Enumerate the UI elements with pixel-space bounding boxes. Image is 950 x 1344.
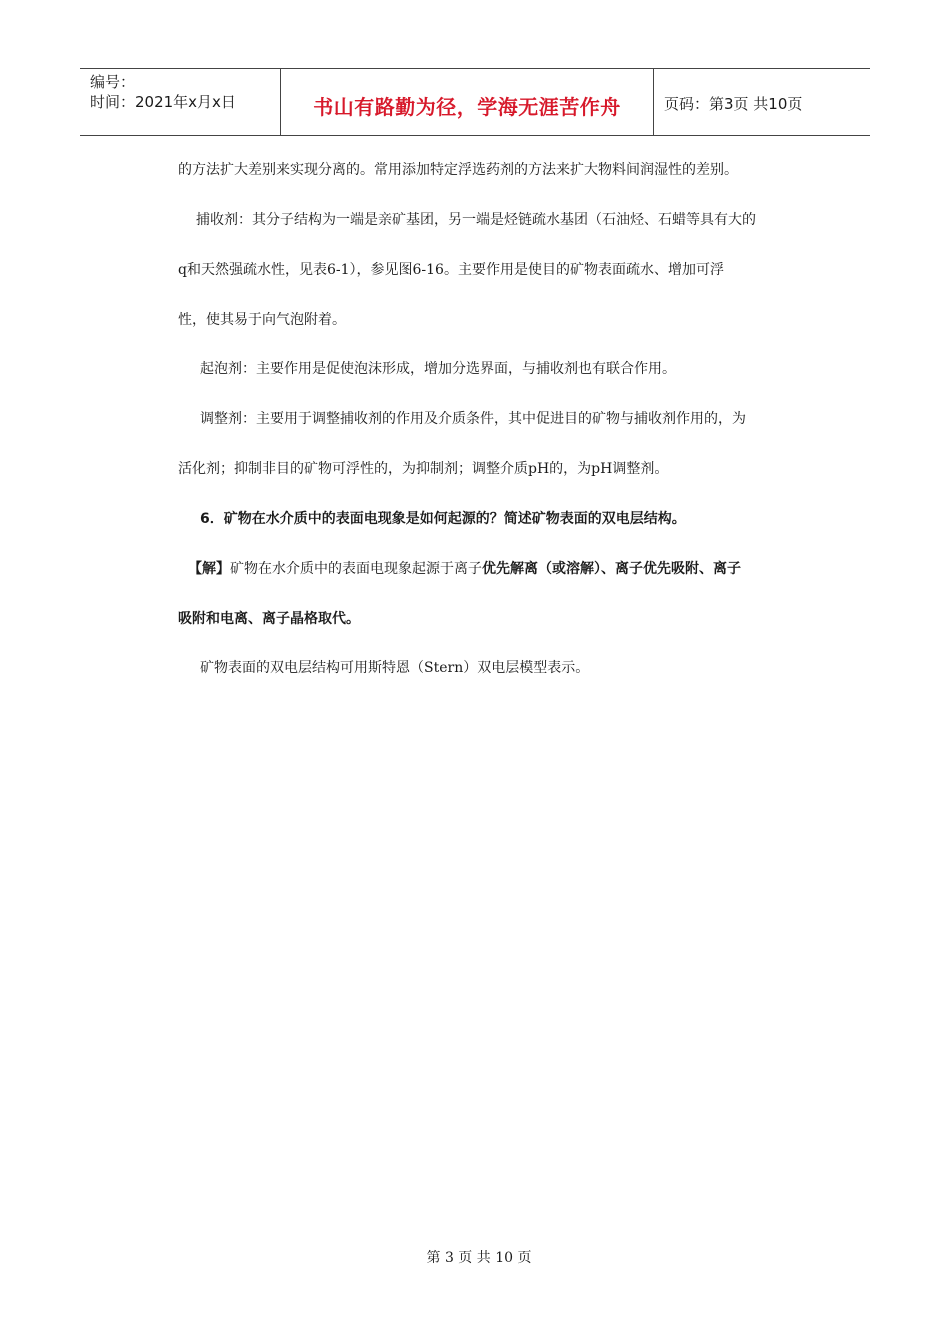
answer-bold: 优先解离（或溶解）、离子优先吸附、离子 — [482, 561, 741, 577]
header-motto: 书山有路勤为径，学海无涯苦作舟 — [313, 94, 621, 119]
paragraph-regulator: 调整剂：主要用于调整捕收剂的作用及介质条件，其中促进目的矿物与捕收剂作用的，为 — [200, 411, 746, 427]
paragraph-line-4: 性，使其易于向气泡附着。 — [178, 312, 346, 328]
number-label: 编号： — [90, 73, 136, 91]
paragraph-stern-model: 矿物表面的双电层结构可用斯特恩（Stern）双电层模型表示。 — [200, 660, 590, 676]
paragraph-line-3: q和天然强疏水性，见表6-1），参见图6-16。主要作用是使目的矿物表面疏水、增加可浮 — [178, 262, 724, 278]
header-motto-cell — [281, 69, 654, 135]
header-left-cell — [80, 69, 281, 135]
time-label: 时间：2021年x月x日 — [90, 93, 236, 111]
paragraph-line-1: 的方法扩大差别来实现分离的。常用添加特定浮选药剂的方法来扩大物料间润湿性的差别。 — [178, 162, 738, 178]
question-heading: 6．矿物在水介质中的表面电现象是如何起源的？简述矿物表面的双电层结构。 — [200, 511, 686, 527]
answer-line — [188, 559, 788, 579]
page-footer: 第 3 页 共 10 页 — [426, 1250, 532, 1266]
answer-continuation: 吸附和电离、离子晶格取代。 — [178, 611, 360, 627]
paragraph-line-7: 活化剂；抑制非目的矿物可浮性的，为抑制剂；调整介质pH的，为pH调整剂。 — [178, 461, 669, 477]
paragraph-collector: 捕收剂：其分子结构为一端是亲矿基团，另一端是烃链疏水基团（石油烃、石蜡等具有大的 — [196, 212, 756, 228]
answer-plain: 矿物在水介质中的表面电现象起源于离子 — [230, 561, 482, 577]
paragraph-frother: 起泡剂：主要作用是促使泡沫形成，增加分选界面，与捕收剂也有联合作用。 — [200, 361, 676, 377]
document-header — [80, 68, 870, 136]
answer-tag: 【解】 — [188, 561, 230, 577]
header-page-info: 页码：第3页 共10页 — [664, 95, 803, 113]
